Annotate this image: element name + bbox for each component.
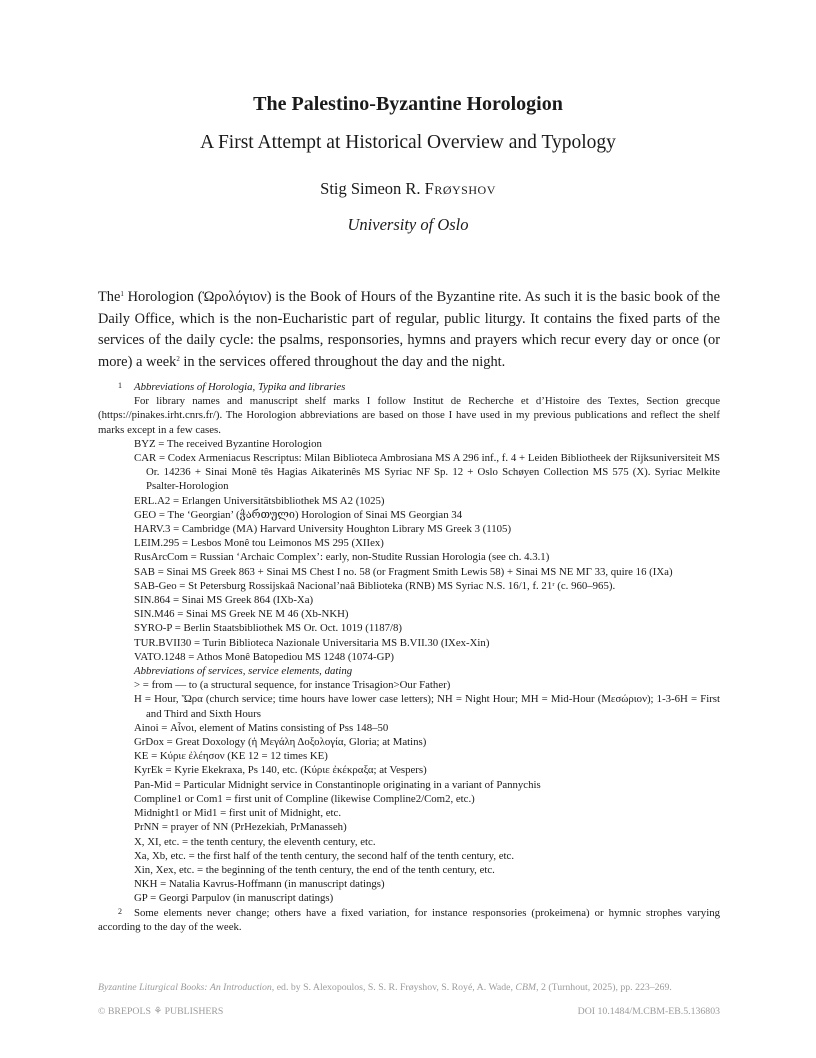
abbreviation-entry: KE = Κύριε ἐλέησον (KE 12 = 12 times KE) xyxy=(134,750,328,763)
author-given-name: Stig Simeon R. xyxy=(320,179,425,198)
abbreviation-entry: GEO = The ‘Georgian’ (ჭართული) Horologion of Sinai MS Georgian 34 xyxy=(134,508,463,521)
abbreviation-entry: TUR.BVII30 = Turin Biblioteca Nazionale Universitaria MS B.VII.30 (IXex-Xin) xyxy=(134,636,490,649)
doi-link[interactable]: DOI 10.1484/M.CBM-EB.5.136803 xyxy=(577,1006,720,1017)
abbreviation-entry: X, XI, etc. = the tenth century, the eleventh century, etc. xyxy=(134,835,376,848)
source-details: , 2 (Turnhout, 2025), pp. 223–269. xyxy=(536,982,672,993)
footnote-ref-1[interactable]: 1 xyxy=(120,290,124,298)
abbreviation-entry: SAB-Geo = St Petersburg Rossijskaâ Nacional’naâ Biblioteka (RNB) MS Syriac N.S. 16/1, f. 21ʳ (c. 960–965). xyxy=(134,579,616,592)
abbreviation-entry: Pan-Mid = Particular Midnight service in Constantinople originating in a variant of Pannychis xyxy=(134,778,541,791)
footnote-2-text: Some elements never change; others have a fixed variation, for instance responsories (prokeimena) or hymnic strophes varying according to the day of the week. xyxy=(98,906,720,933)
abbreviation-entry: ERL.A2 = Erlangen Universitätsbibliothek MS A2 (1025) xyxy=(134,494,385,507)
abbreviation-entry: Midnight1 or Mid1 = first unit of Midnight, etc. xyxy=(134,807,342,820)
abbreviation-entry: BYZ = The received Byzantine Horologion xyxy=(134,437,322,450)
source-editors: , ed. by S. Alexopoulos, S. S. R. Frøyshov, S. Royé, A. Wade, xyxy=(271,982,516,993)
body-first-word: The xyxy=(98,289,121,305)
abbreviation-entry: H = Hour, Ὥρα (church service; time hours have lower case letters); NH = Night Hour; MH = Mid-Hour (Μεσώριον); 1-3-6H = First and Third and Sixth Hours xyxy=(134,693,720,720)
body-text-b: in the services offered throughout the day and the night. xyxy=(179,353,506,370)
footnote-1-heading xyxy=(98,380,720,394)
abbreviation-entry: CAR = Codex Armeniacus Rescriptus: Milan Biblioteca Ambrosiana MS A 296 inf., f. 4 + Leiden Bibliotheek der Rijksuniversiteit MS Or. 14236 + Sinai Monê tês Hagias Aikaterinês MS Syriac NF Sp. 12 + Oslo Schøyen Collection MS 575 (X). Syriac Melkite Psalter-Horologion xyxy=(134,452,720,493)
abbreviation-entry: GP = Georgi Parpulov (in manuscript datings) xyxy=(134,892,334,905)
author-affiliation: University of Oslo xyxy=(347,215,469,234)
paper-title: The Palestino-Byzantine Horologion xyxy=(253,93,563,115)
abbreviation-entry: PrNN = prayer of NN (PrHezekiah, PrManasseh) xyxy=(134,821,347,834)
author-name xyxy=(0,179,816,199)
body-paragraph xyxy=(98,287,720,373)
body-text-a: Horologion (Ὡρολόγιον) is the Book of Hours of the Byzantine rite. As such it is the basic book of the Daily Office, which is the non-Eucharistic part of regular, public liturgy. It contains the fixed parts of the services of the daily cycle: the psalms, responsories, hymns and prayers which recur every day or once (or more) a week xyxy=(98,289,720,370)
abbreviation-entry: RusArcCom = Russian ‘Archaic Complex’: early, non-Studite Russian Horologia (see ch. 4.3.1) xyxy=(134,551,550,564)
abbreviation-entry: Xin, Xex, etc. = the beginning of the tenth century, the end of the tenth century, etc. xyxy=(134,863,495,876)
paper-subtitle: A First Attempt at Historical Overview and Typology xyxy=(200,132,616,153)
footnote-1-heading-text: Abbreviations of Horologia, Typika and libraries xyxy=(134,381,346,393)
source-book-title: Byzantine Liturgical Books: An Introduction xyxy=(98,982,272,993)
abbreviation-entry: VATO.1248 = Athos Monê Batopediou MS 1248 (1074-GP) xyxy=(134,650,395,663)
abbreviation-entry: > = from — to (a structural sequence, for instance Trisagion>Our Father) xyxy=(134,679,451,692)
footnote-2-number: 2 xyxy=(118,906,122,916)
footnotes xyxy=(98,380,720,934)
abbreviation-entry: Ainoi = Αἶνοι, element of Matins consisting of Pss 148–50 xyxy=(134,721,389,734)
publisher-line xyxy=(98,1006,720,1017)
abbreviation-entry: SAB = Sinai MS Greek 863 + Sinai MS Chest I no. 58 (or Fragment Smith Lewis 58) + Sinai MS NE MΓ 33, quire 16 (IXa) xyxy=(134,565,673,578)
abbreviation-list-horologia xyxy=(98,437,720,664)
footnote-ref-2[interactable]: 2 xyxy=(176,354,180,363)
abbreviation-entry: KyrEk = Kyrie Ekekraxa, Ps 140, etc. (Κύριε ἐκέκραξα; at Vespers) xyxy=(134,764,427,777)
abbreviation-entry: NKH = Natalia Kavrus-Hoffmann (in manuscript datings) xyxy=(134,878,385,891)
footnote-1-heading-2: Abbreviations of services, service elements, dating xyxy=(134,665,353,678)
source-series: CBM xyxy=(515,982,537,993)
abbreviation-entry: GrDox = Great Doxology (ἡ Μεγάλη Δοξολογία, Gloria; at Matins) xyxy=(134,736,427,749)
abbreviation-entry: LEIM.295 = Lesbos Monê tou Leimonos MS 295 (XIIex) xyxy=(134,537,384,550)
source-citation xyxy=(98,982,738,993)
abbreviation-entry: SIN.864 = Sinai MS Greek 864 (IXb-Xa) xyxy=(134,594,314,607)
abbreviation-entry: SYRO-P = Berlin Staatsbibliothek MS Or. Oct. 1019 (1187/8) xyxy=(134,622,403,635)
footnote-1-intro: For library names and manuscript shelf marks I follow Institut de Recherche et d’Histoire des Textes, Section grecque (https://pinakes.irht.cnrs.fr/). The Horologion abbreviations are based on those I have used in my previous publications and reflect the shelf marks except in a few cases. xyxy=(98,395,720,436)
abbreviation-entry: Compline1 or Com1 = first unit of Compline (likewise Compline2/Com2, etc.) xyxy=(134,792,475,805)
footnote-1-number: 1 xyxy=(118,381,122,390)
author-family-name: Frøyshov xyxy=(424,179,496,198)
abbreviation-list-services xyxy=(98,678,720,905)
publisher-name: © BREPOLS ⚘ PUBLISHERS xyxy=(98,1006,224,1017)
abbreviation-entry: Xa, Xb, etc. = the first half of the tenth century, the second half of the tenth century, etc. xyxy=(134,849,515,862)
footnote-2 xyxy=(98,906,720,934)
abbreviation-entry: HARV.3 = Cambridge (MA) Harvard University Houghton Library MS Greek 3 (1105) xyxy=(134,523,512,536)
abbreviation-entry: SIN.M46 = Sinai MS Greek NE M 46 (Xb-NKH) xyxy=(134,608,349,621)
